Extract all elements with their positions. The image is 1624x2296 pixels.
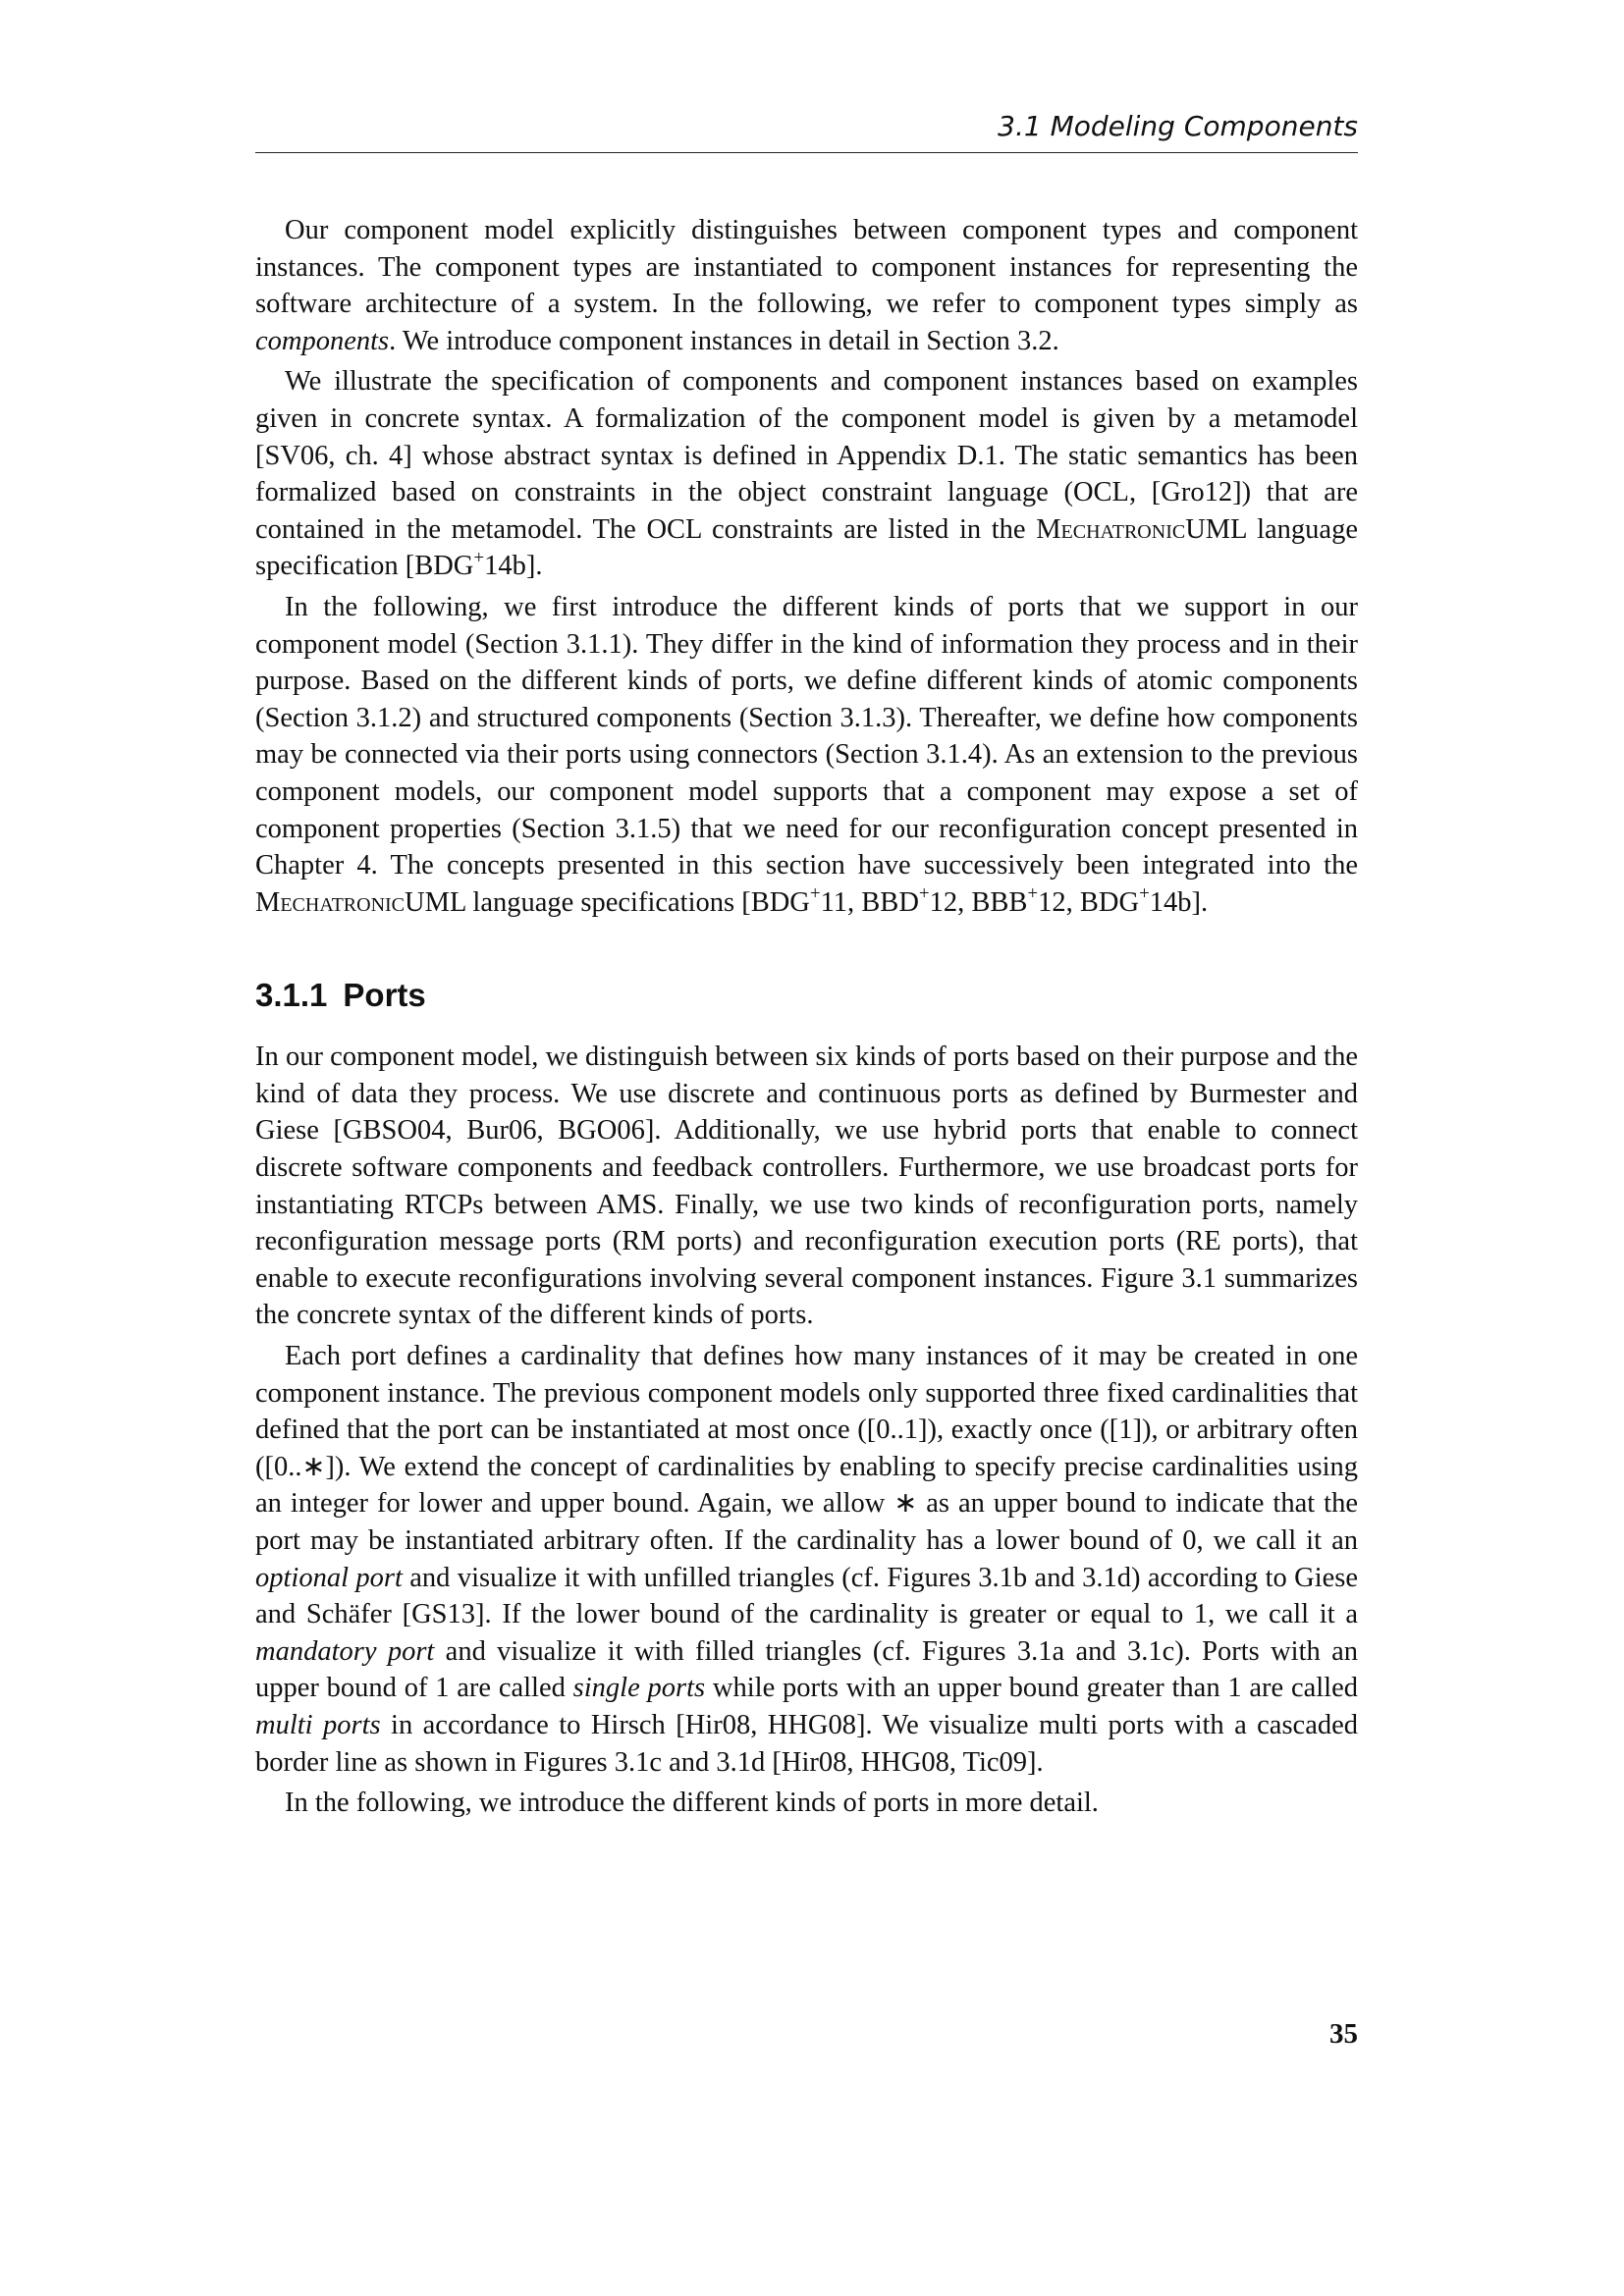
small-caps-name: Mechatronic — [255, 886, 406, 918]
text-run: UML language specifications [BDG — [405, 886, 810, 918]
section-heading — [255, 976, 1358, 1015]
paragraph-1 — [255, 212, 1358, 359]
superscript: + — [1139, 883, 1150, 905]
header-rule — [255, 152, 1358, 153]
paragraph-4: In our component model, we distinguish between six kinds of ports based on their purpose and the kind of data they process. We use discrete and continuous ports as defined by Burmester and Giese [GBSO04, Bur06, BGO06]. Additionally, we use hybrid ports that enable to connect discrete software components and feedback controllers. Furthermore, we use broadcast ports for instantiating RTCPs between AMS. Finally, we use two kinds of reconfiguration ports, namely reconfiguration message ports (RM ports) and reconfiguration execution ports (RE ports), that enable to execute reconfigurations involving several component instances. Figure 3.1 summarizes the concrete syntax of the different kinds of ports. — [255, 1041, 1358, 1331]
emphasis: optional port — [255, 1562, 403, 1593]
section-title: Ports — [343, 977, 426, 1014]
text-run: Each port defines a cardinality that defines how many instances of it may be created in one component instance. The previous component models only supported three fixed cardinalities that defined that the port can be instantiated at most once ([0..1]), exactly once ([1]), or arbitrary often ([0..∗]). We extend the concept of cardinalities by enabling to specify precise cardinalities using an integer for lower and upper bound. Again, we allow ∗ as an upper bound to indicate that the port may be instantiated arbitrary often. If the cardinality has a lower bound of 0, we call it an — [255, 1341, 1358, 1556]
superscript: + — [809, 883, 821, 905]
paragraph-5 — [255, 1338, 1358, 1781]
text-run: UML language specification [BDG — [255, 513, 1358, 582]
paragraph-6: In the following, we introduce the different kinds of ports in more detail. — [285, 1788, 1099, 1819]
text-run: We illustrate the specification of components and component instances based on examples given in concrete syntax. A formalization of the component model is given by a metamodel [SV06, ch. 4] whose abstract syntax is defined in Appendix D.1. The static semantics has been formalized based on constraints in the object constraint language (OCL, [Gro12]) that are contained in the metamodel. The OCL constraints are listed in the — [255, 366, 1358, 545]
superscript: + — [918, 883, 930, 905]
section-number: 3.1.1 — [255, 977, 328, 1014]
emphasis: components — [255, 325, 390, 356]
text-run: and visualize it with unfilled triangles (cf. Figures 3.1b and 3.1d) according to Giese and Schäfer [GS13]. If the lower bound of the cardinality is greater or equal to 1, we call it a — [255, 1562, 1359, 1630]
paragraph-3 — [255, 589, 1358, 921]
text-run: 14b]. — [1149, 886, 1209, 918]
running-title: 3.1 Modeling Components — [998, 110, 1358, 142]
text-run: 12, BBB — [929, 886, 1028, 918]
emphasis: multi ports — [255, 1709, 381, 1740]
text-run: Our component model explicitly distinguishes between component types and component instances. The component types are instantiated to component instances for representing the software architecture of a system. In the following, we refer to component types simply as — [255, 215, 1358, 320]
small-caps-name: Mechatronic — [1036, 513, 1186, 545]
body-text — [255, 212, 1358, 1822]
text-run: 12, BDG — [1038, 886, 1140, 918]
superscript: + — [1027, 883, 1039, 905]
text-run: and visualize it with filled triangles (cf. Figures 3.1a and 3.1c). Ports with an upper bound of 1 are called — [255, 1635, 1359, 1704]
text-run: . We introduce component instances in detail in Section 3.2. — [389, 325, 1059, 356]
text-run: while ports with an upper bound greater than 1 are called — [705, 1673, 1358, 1704]
text-run: 14b]. — [484, 551, 543, 582]
paragraph-2 — [255, 363, 1358, 585]
emphasis: single ports — [572, 1673, 706, 1704]
page-number: 35 — [1329, 2018, 1358, 2050]
emphasis: mandatory port — [255, 1635, 435, 1667]
text-run: In the following, we first introduce the different kinds of ports that we support in our component model (Section 3.1.1). They differ in the kind of information they process and in their purpose. Based on the different kinds of ports, we define different kinds of atomic components (Section 3.1.2) and structured components (Section 3.1.3). Thereafter, we define how components may be connected via their ports using connectors (Section 3.1.4). As an extension to the previous component models, our component model supports that a component may expose a set of component properties (Section 3.1.5) that we need for our reconfiguration concept presented in Chapter 4. The concepts presented in this section have successively been integrated into the — [255, 591, 1358, 881]
superscript: + — [473, 547, 485, 568]
text-run: in accordance to Hirsch [Hir08, HHG08]. We visualize multi ports with a cascaded border line as shown in Figures 3.1c and 3.1d [Hir08, HHG08, Tic09]. — [255, 1709, 1358, 1778]
text-run: 11, BBD — [820, 886, 919, 918]
